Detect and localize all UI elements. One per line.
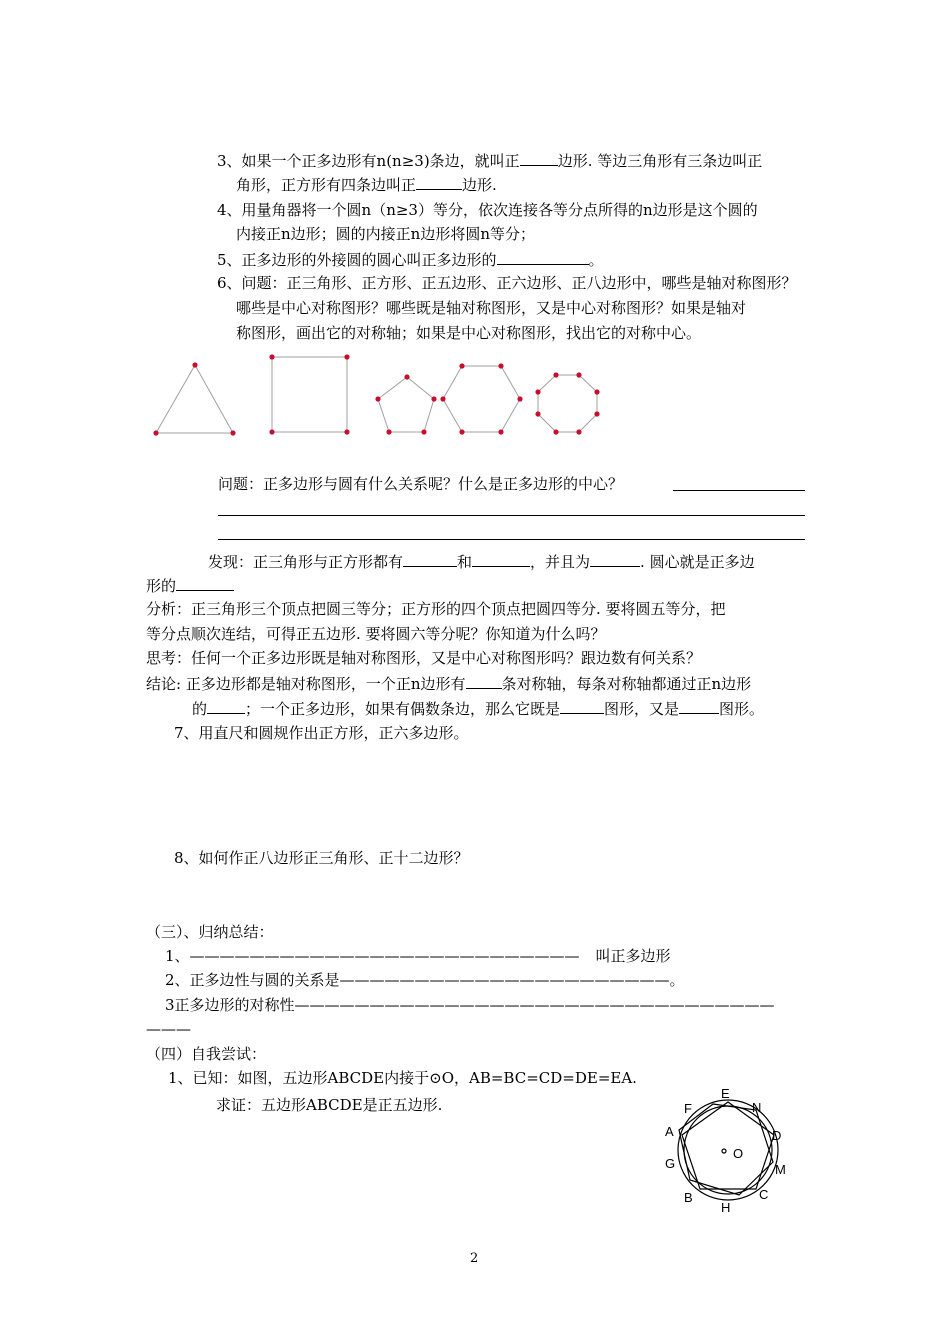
thinking: 思考：任何一个正多边形既是轴对称图形，又是中心对称图形吗？跟边数有何关系？ xyxy=(146,649,702,667)
q8: 8、如何作正八边形正三角形、正十二边形？ xyxy=(174,849,469,867)
label-G: G xyxy=(665,1156,676,1171)
label-F: F xyxy=(684,1101,692,1116)
q5: 5、正多边形的外接圆的圆心叫正多边形的 。 xyxy=(217,251,604,269)
conclusion-line2: 的 ；一个正多边形，如果有偶数条边，那么它既是 图形，又是 图形。 xyxy=(192,700,765,718)
center-point xyxy=(722,1149,726,1153)
q4-line1: 4、用量角器将一个圆n（n≥3）等分，依次连接各等分点所得的n边形是这个圆的 xyxy=(217,201,758,219)
q6-line1: 6、问题：正三角形、正方形、正五边形、正六边形、正八边形中，哪些是轴对称图形？ xyxy=(217,274,797,292)
label-H: H xyxy=(721,1200,731,1215)
q4-line2: 内接正n边形；圆的内接正n边形将圆n等分； xyxy=(236,225,535,243)
summary-item1: 1、—————————————————————————— 叫正多边形 xyxy=(165,947,671,965)
q6-line2: 哪些是中心对称图形？哪些既是轴对称图形，又是中心对称图形？如果是轴对 xyxy=(236,299,747,317)
question: 问题：正多边形与圆有什么关系呢？什么是正多边形的中心？ xyxy=(218,475,624,493)
label-B: B xyxy=(684,1190,693,1205)
analysis-line2: 等分点顺次连结，可得正五边形. 要将圆六等分呢？你知道为什么吗？ xyxy=(146,625,606,643)
discovery-line1: 发现：正三角形与正方形都有 和 ，并且为 . 圆心就是正多边 xyxy=(208,553,755,571)
circumcircle xyxy=(678,1100,778,1200)
q7: 7、用直尺和圆规作出正方形，正六多边形。 xyxy=(174,724,469,742)
label-D: D xyxy=(772,1128,782,1143)
self-test-problem: 1、已知：如图，五边形ABCDE内接于⊙O，AB=BC=CD=DE=EA. xyxy=(168,1069,637,1087)
q3-line1: 3、如果一个正多边形有n(n≥3)条边，就叫正 边形. 等边三角形有三条边叫正 xyxy=(217,152,763,170)
summary-item3: 3正多边形的对称性———————————————————————————————— xyxy=(165,996,775,1014)
summary-item3-cont: ——— xyxy=(146,1020,191,1038)
self-test-heading: （四）自我尝试： xyxy=(146,1045,267,1063)
label-C: C xyxy=(759,1187,769,1202)
q3-line2: 角形，正方形有四条边叫正 边形. xyxy=(236,176,497,194)
outer-pentagon xyxy=(682,1102,774,1189)
label-E: E xyxy=(721,1086,730,1101)
summary-item2: 2、正多边性与圆的关系是——————————————————————。 xyxy=(165,971,685,989)
summary-heading: （三）、归纳总结： xyxy=(146,923,274,941)
label-A: A xyxy=(665,1124,674,1139)
page-number: 2 xyxy=(470,1251,479,1266)
label-N: N xyxy=(752,1100,762,1115)
q6-line3: 称图形，画出它的对称轴；如果是中心对称图形，找出它的对称中心。 xyxy=(236,324,702,342)
label-O: O xyxy=(733,1146,744,1161)
analysis-line1: 分析：正三角形三个顶点把圆三等分；正方形的四个顶点把圆四等分. 要将圆五等分，把 xyxy=(146,600,726,618)
discovery-line2: 形的 xyxy=(146,575,234,596)
label-M: M xyxy=(775,1162,786,1177)
self-test-prove: 求证：五边形ABCDE是正五边形. xyxy=(216,1096,443,1114)
conclusion-line1: 结论: 正多边形都是轴对称图形，一个正n边形有 条对称轴，每条对称轴都通过正n边形 xyxy=(146,675,752,693)
